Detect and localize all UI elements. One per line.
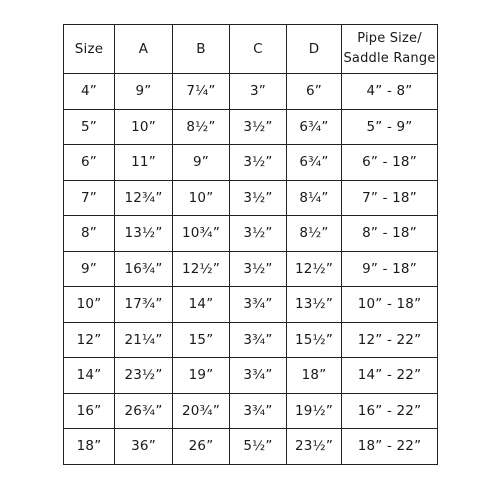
cell-c: 5½” [230, 429, 287, 465]
header-pipe-size-line: Pipe Size/ [357, 31, 422, 46]
cell-size: 5” [64, 109, 115, 145]
cell-size: 7” [64, 180, 115, 216]
cell-a: 13½” [115, 216, 173, 252]
cell-size: 12” [64, 322, 115, 358]
cell-b: 14” [173, 287, 230, 323]
cell-c: 3¾” [230, 322, 287, 358]
header-saddle-range-line: Saddle Range [343, 51, 436, 66]
cell-d: 6” [287, 74, 342, 110]
cell-d: 18” [287, 358, 342, 394]
cell-saddle-range: 4” - 8” [342, 74, 438, 110]
cell-a: 9” [115, 74, 173, 110]
cell-b: 9” [173, 145, 230, 181]
cell-a: 23½” [115, 358, 173, 394]
table-row [64, 145, 438, 181]
cell-a: 16¾” [115, 251, 173, 287]
header-pipe-size-saddle-range [342, 25, 438, 74]
table-row [64, 216, 438, 252]
table-header-row [64, 25, 438, 74]
cell-b: 7¼” [173, 74, 230, 110]
cell-a: 10” [115, 109, 173, 145]
cell-b: 20¾” [173, 393, 230, 429]
cell-d: 15½” [287, 322, 342, 358]
cell-size: 8” [64, 216, 115, 252]
cell-b: 15” [173, 322, 230, 358]
table-row [64, 109, 438, 145]
cell-c: 3½” [230, 145, 287, 181]
table-row [64, 74, 438, 110]
table-row [64, 322, 438, 358]
cell-b: 8½” [173, 109, 230, 145]
cell-saddle-range: 12” - 22” [342, 322, 438, 358]
cell-b: 10” [173, 180, 230, 216]
cell-size: 10” [64, 287, 115, 323]
cell-size: 6” [64, 145, 115, 181]
cell-d: 6¾” [287, 145, 342, 181]
cell-saddle-range: 7” - 18” [342, 180, 438, 216]
cell-c: 3” [230, 74, 287, 110]
cell-saddle-range: 10” - 18” [342, 287, 438, 323]
cell-d: 12½” [287, 251, 342, 287]
cell-d: 13½” [287, 287, 342, 323]
cell-saddle-range: 8” - 18” [342, 216, 438, 252]
dimension-table [63, 24, 438, 465]
cell-saddle-range: 9” - 18” [342, 251, 438, 287]
cell-b: 12½” [173, 251, 230, 287]
cell-size: 18” [64, 429, 115, 465]
cell-a: 36” [115, 429, 173, 465]
table-body [64, 74, 438, 465]
cell-size: 14” [64, 358, 115, 394]
table-row [64, 393, 438, 429]
cell-c: 3¾” [230, 393, 287, 429]
cell-d: 6¾” [287, 109, 342, 145]
cell-saddle-range: 16” - 22” [342, 393, 438, 429]
table-row [64, 287, 438, 323]
header-d: D [287, 25, 342, 74]
cell-b: 26” [173, 429, 230, 465]
cell-saddle-range: 14” - 22” [342, 358, 438, 394]
cell-a: 12¾” [115, 180, 173, 216]
cell-c: 3½” [230, 216, 287, 252]
table-row [64, 180, 438, 216]
table-row [64, 429, 438, 465]
cell-size: 4” [64, 74, 115, 110]
cell-d: 23½” [287, 429, 342, 465]
table-row [64, 251, 438, 287]
header-size: Size [64, 25, 115, 74]
header-c: C [230, 25, 287, 74]
cell-b: 19” [173, 358, 230, 394]
cell-d: 19½” [287, 393, 342, 429]
cell-size: 16” [64, 393, 115, 429]
header-a: A [115, 25, 173, 74]
table-row [64, 358, 438, 394]
cell-c: 3¾” [230, 358, 287, 394]
cell-size: 9” [64, 251, 115, 287]
cell-a: 26¾” [115, 393, 173, 429]
cell-b: 10¾” [173, 216, 230, 252]
cell-saddle-range: 6” - 18” [342, 145, 438, 181]
cell-d: 8¼” [287, 180, 342, 216]
cell-a: 21¼” [115, 322, 173, 358]
cell-c: 3¾” [230, 287, 287, 323]
cell-saddle-range: 5” - 9” [342, 109, 438, 145]
cell-c: 3½” [230, 109, 287, 145]
cell-saddle-range: 18” - 22” [342, 429, 438, 465]
header-b: B [173, 25, 230, 74]
cell-c: 3½” [230, 251, 287, 287]
cell-a: 17¾” [115, 287, 173, 323]
cell-d: 8½” [287, 216, 342, 252]
cell-a: 11” [115, 145, 173, 181]
cell-c: 3½” [230, 180, 287, 216]
